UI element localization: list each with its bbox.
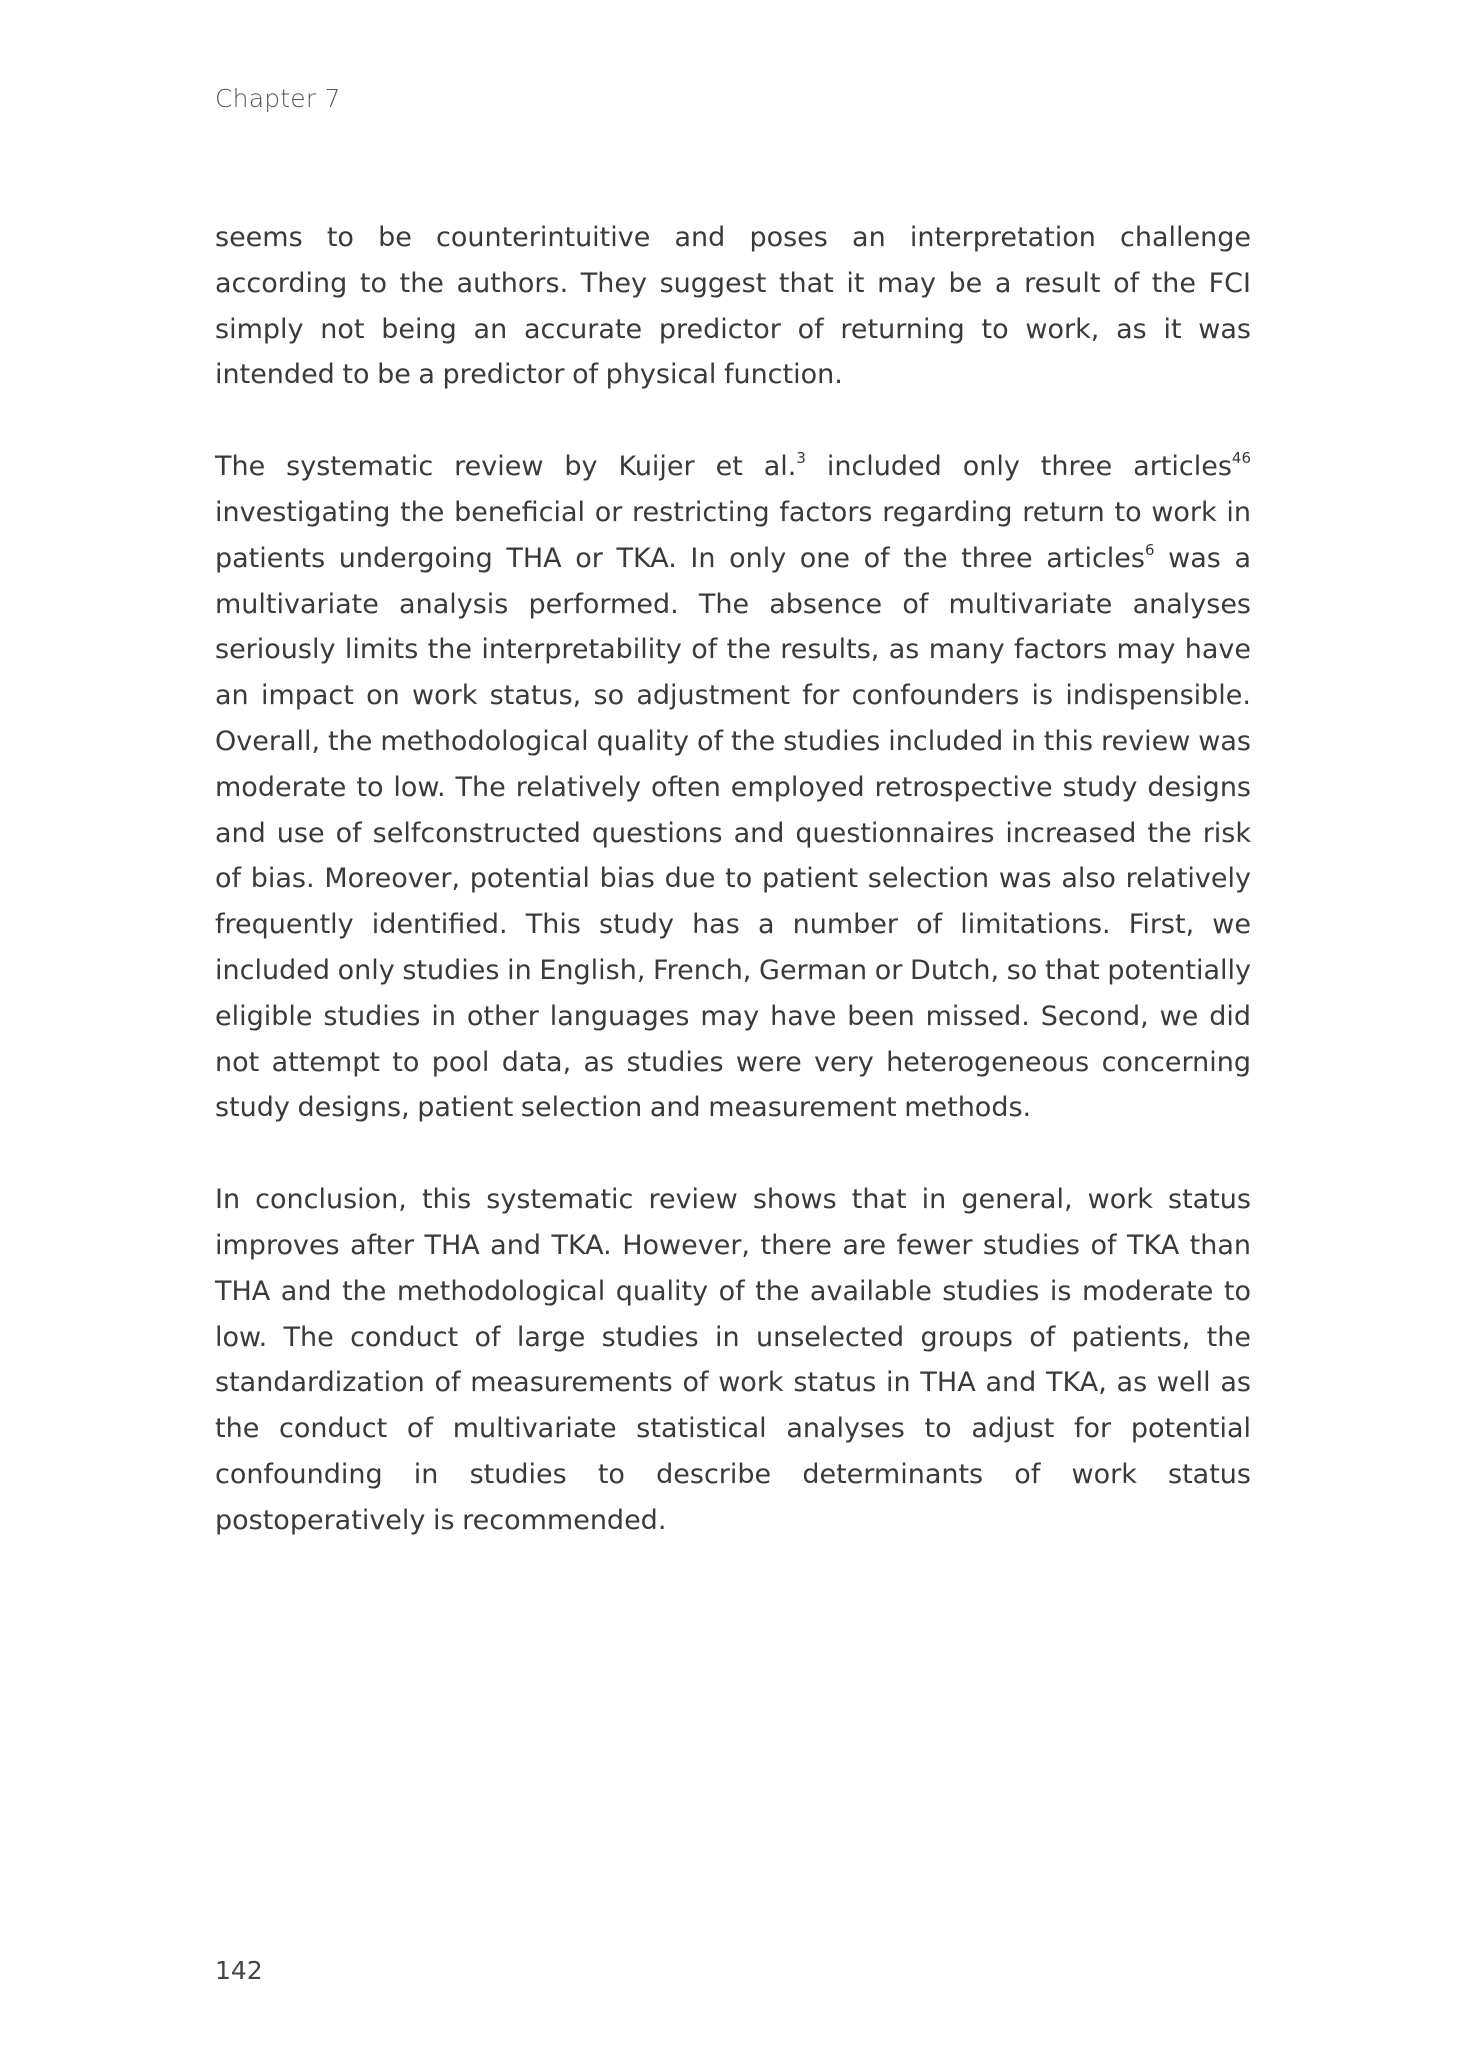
citation-superscript: 3 bbox=[796, 449, 806, 468]
paragraph-text: investigating the beneficial or restricting factors regarding return to work in patients undergoing THA or TKA. In only one of the three articles bbox=[215, 496, 1251, 574]
paragraph-text: The systematic review by Kuijer et al. bbox=[215, 451, 797, 483]
page-number: 142 bbox=[215, 1956, 263, 1985]
paragraph-3 bbox=[215, 1177, 1251, 1543]
paragraph-text: included only three articles bbox=[805, 451, 1232, 483]
paragraph-1 bbox=[215, 215, 1251, 398]
citation-superscript: 46 bbox=[1231, 449, 1252, 468]
paragraph-2 bbox=[215, 444, 1251, 1131]
paragraph-text: In conclusion, this systematic review shows that in general, work status improves after THA and TKA. However, there are fewer studies of TKA than THA and the methodological quality of the available studies is moderate to low. The conduct of large studies in unselected groups of patients, the standardization of measurements of work status in THA and TKA, as well as the conduct of multivariate statistical analyses to adjust for potential confounding in studies to describe determinants of work status postoperatively is recommended. bbox=[215, 1184, 1251, 1536]
citation-superscript: 6 bbox=[1144, 540, 1155, 559]
paragraph-text: was a multivariate analysis performed. The absence of multivariate analyses seriously limits the interpretability of the results, as many factors may have an impact on work status, so adjustment for confounders is indispensible. Overall, the methodological quality of the studies included in this review was moderate to low. The relatively often employed retrospective study designs and use of selfconstructed questions and questionnaires increased the risk of bias. Moreover, potential bias due to patient selection was also relatively frequently identified. This study has a number of limitations. First, we included only studies in English, French, German or Dutch, so that potentially eligible studies in other languages may have been missed. Second, we did not attempt to pool data, as studies were very heterogeneous concerning study designs, patient selection and measurement methods. bbox=[215, 542, 1251, 1124]
paragraph-text: seems to be counterintuitive and poses an interpretation challenge according to the authors. They suggest that it may be a result of the FCI simply not being an accurate predictor of returning to work, as it was intended to be a predictor of physical function. bbox=[215, 222, 1251, 391]
running-head: Chapter 7 bbox=[215, 84, 341, 113]
body-text bbox=[215, 215, 1251, 1590]
